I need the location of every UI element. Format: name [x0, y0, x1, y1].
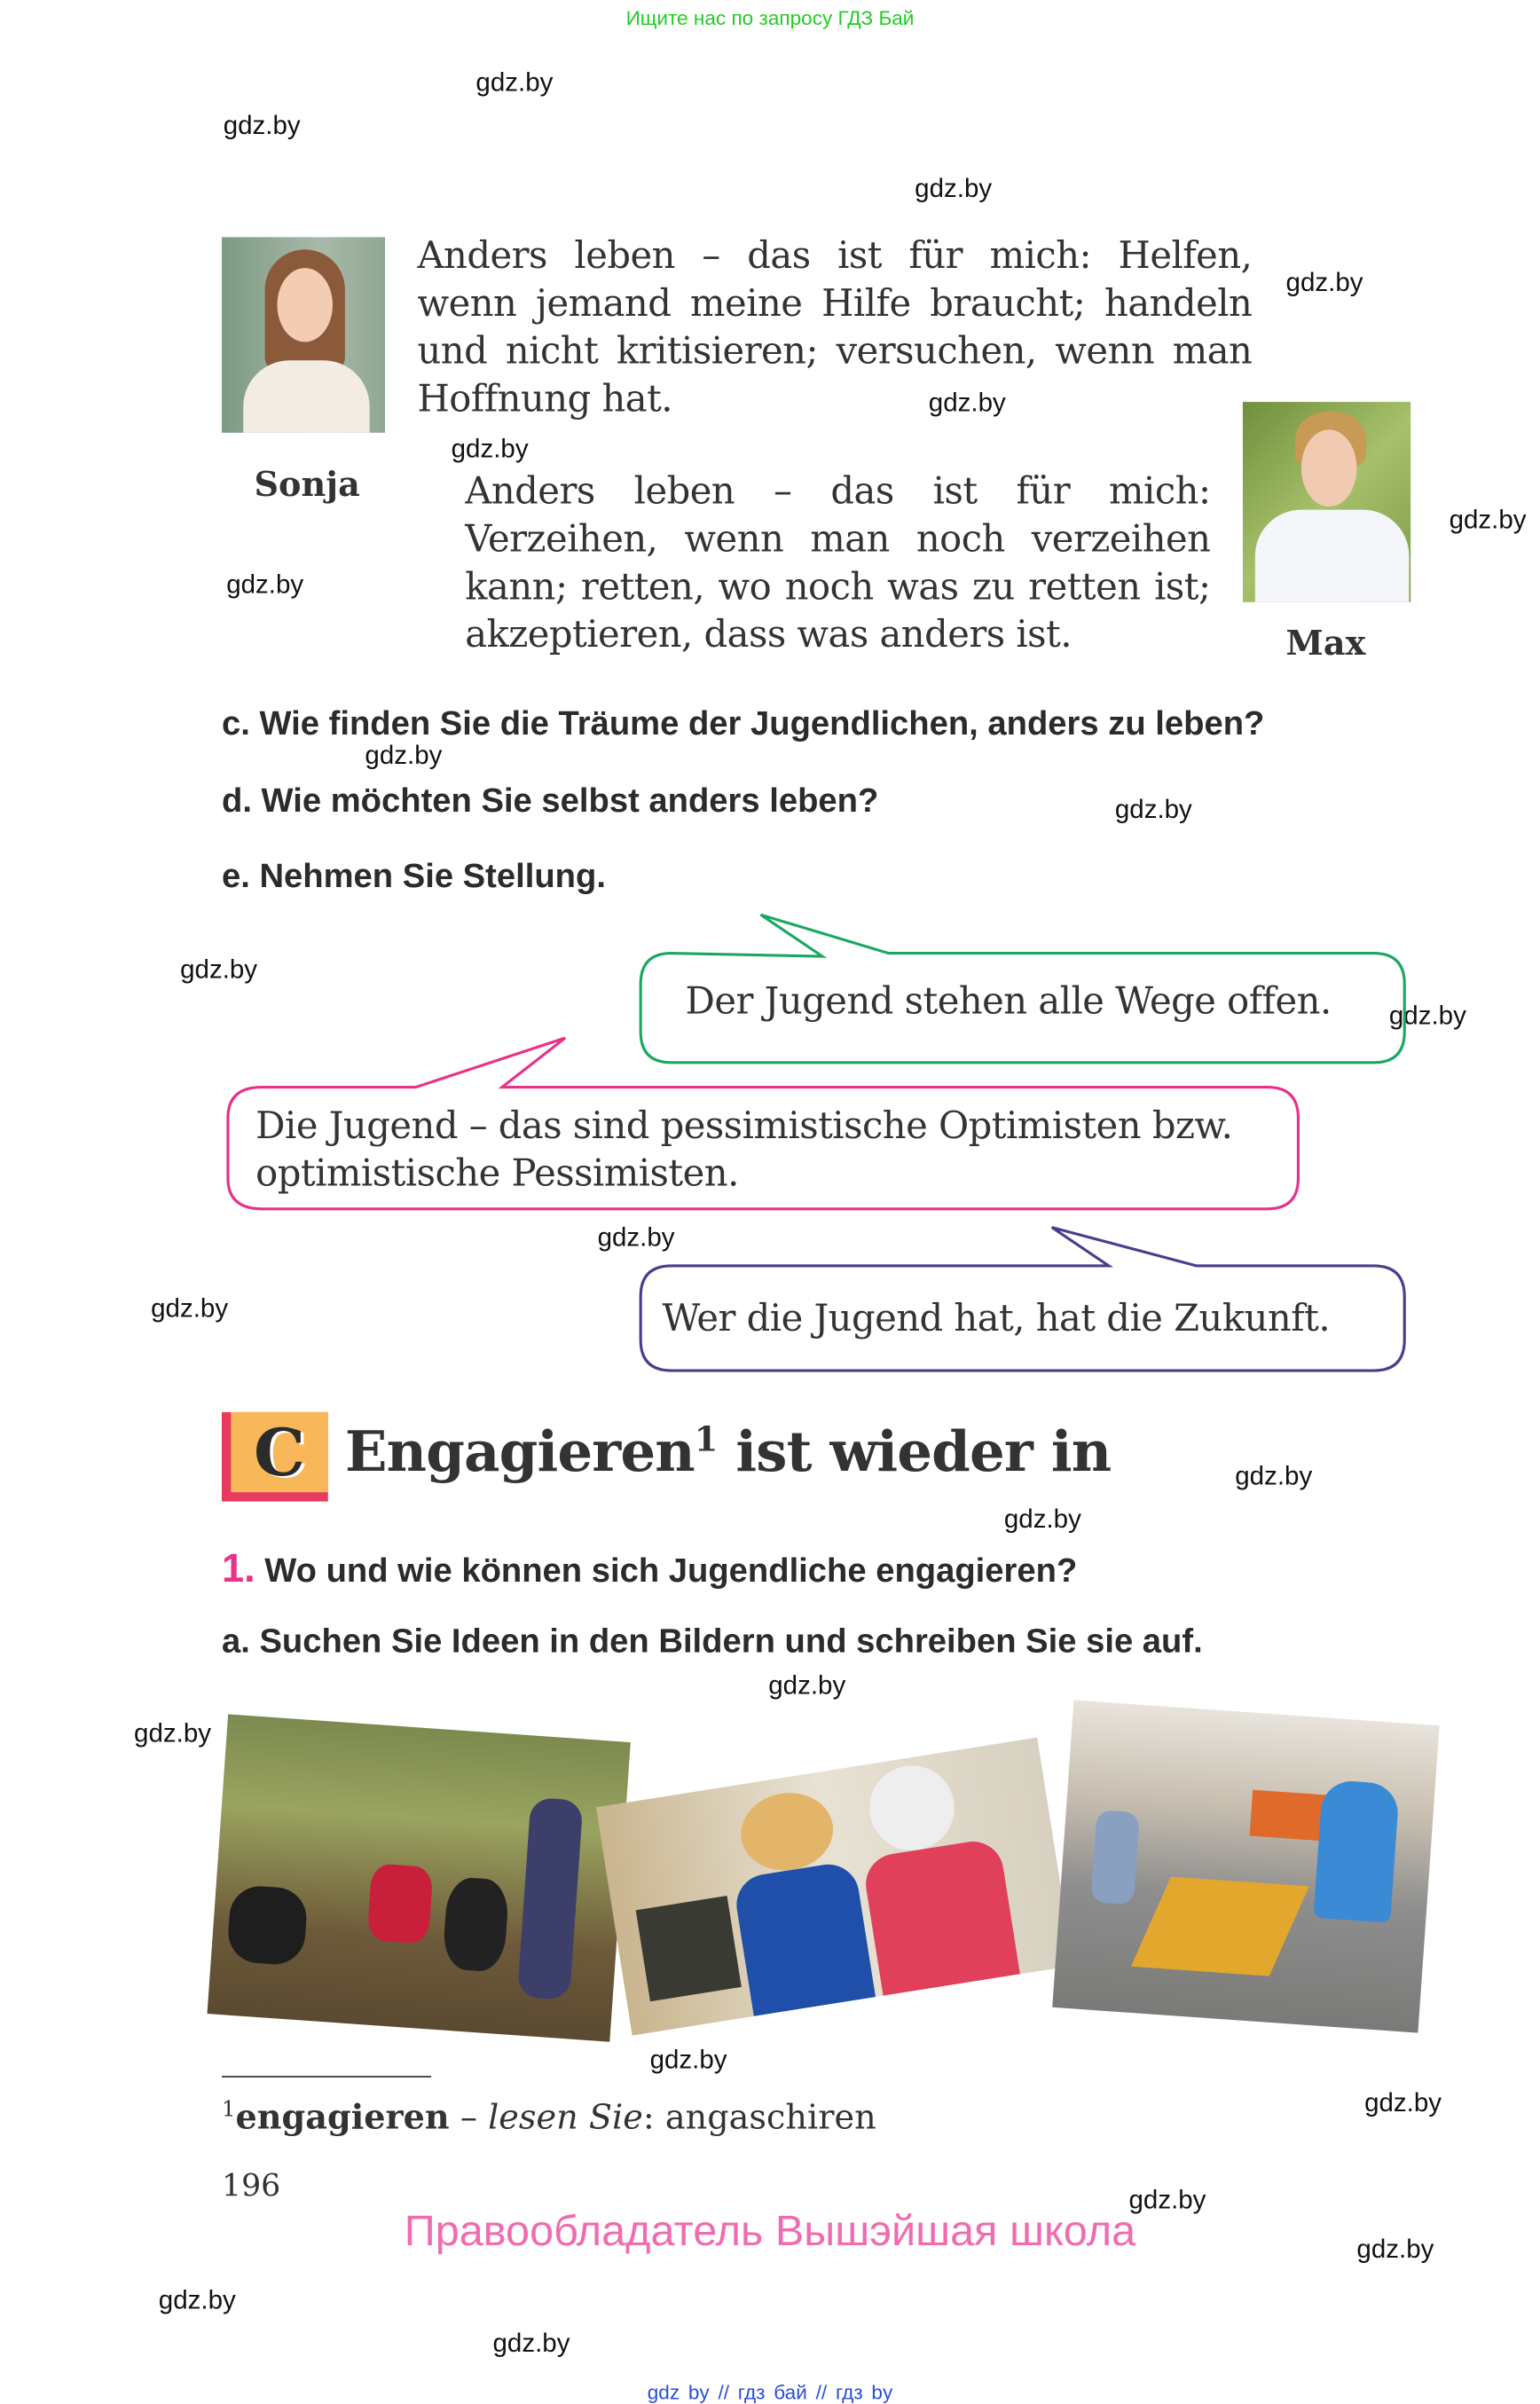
- bottom-links: [0, 2381, 1540, 2404]
- watermark: gdz.by: [649, 2045, 727, 2075]
- photo-cleanup-forest: [208, 1714, 631, 2041]
- task-1: [222, 1544, 1077, 1592]
- watermark: gdz.by: [223, 110, 301, 140]
- link-gdz-by-cyr[interactable]: гдз by: [835, 2380, 893, 2404]
- watermark: gdz.by: [928, 388, 1006, 418]
- watermark: gdz.by: [1003, 1504, 1081, 1535]
- section-title-rest: ist wieder in: [717, 1419, 1112, 1485]
- question-d: d. Wie möchten Sie selbst anders leben?: [221, 781, 879, 820]
- link-separator: //: [718, 2380, 730, 2404]
- task-number: 1.: [221, 1544, 255, 1591]
- watermark: gdz.by: [134, 1718, 211, 1748]
- watermark: gdz.by: [1388, 1001, 1466, 1031]
- watermark: gdz.by: [180, 955, 258, 985]
- bubble-purple-text: Wer die Jugend hat, hat die Zukunft.: [662, 1296, 1331, 1340]
- sonja-name: Sonja: [254, 465, 360, 506]
- max-name: Max: [1285, 624, 1366, 664]
- task-text: Wo und wie können sich Jugendliche engagieren?: [264, 1551, 1078, 1590]
- footnote-pronunciation: : angaschiren: [642, 2099, 876, 2139]
- watermark: gdz.by: [1356, 2234, 1434, 2264]
- bubble-green-text: Der Jugend stehen alle Wege offen.: [685, 979, 1332, 1023]
- section-badge: [222, 1412, 328, 1502]
- footnote-word: engagieren: [235, 2098, 450, 2139]
- section-letter: C: [254, 1415, 306, 1491]
- watermark: gdz.by: [597, 1222, 675, 1253]
- section-title-word: Engagieren: [344, 1419, 695, 1485]
- footnote-number: 1: [221, 2097, 236, 2123]
- top-banner[interactable]: Ищите нас по запросу ГДЗ Бай: [625, 5, 915, 29]
- footnote-divider: [222, 2076, 431, 2078]
- watermark: gdz.by: [1364, 2088, 1442, 2117]
- watermark: gdz.by: [915, 174, 993, 204]
- watermark: gdz.by: [492, 2328, 570, 2358]
- photo-kitchen-elderly: [596, 1738, 1073, 2036]
- footnote-dash: –: [449, 2099, 489, 2139]
- watermark: gdz.by: [158, 2285, 236, 2315]
- watermark: gdz.by: [1235, 1461, 1313, 1491]
- watermark: gdz.by: [1128, 2185, 1206, 2215]
- link-gdz-by[interactable]: gdz by: [647, 2380, 710, 2404]
- watermark: gdz.by: [365, 741, 443, 770]
- question-c: c. Wie finden Sie die Träume der Jugendlichen, anders zu leben?: [221, 703, 1265, 742]
- watermark: gdz.by: [451, 434, 529, 464]
- task-1a: a. Suchen Sie Ideen in den Bildern und schreiben Sie sie auf.: [221, 1622, 1203, 1661]
- bubble-pink-text-line1: Die Jugend – das sind pessimistische Optimisten bzw.: [255, 1104, 1233, 1148]
- watermark: gdz.by: [768, 1670, 846, 1701]
- bubble-pink-text-line2: optimistische Pessimisten.: [255, 1151, 739, 1196]
- question-e: e. Nehmen Sie Stellung.: [221, 856, 606, 895]
- watermark: gdz.by: [1285, 268, 1363, 298]
- footnote: [222, 2097, 876, 2138]
- watermark: gdz.by: [151, 1293, 229, 1324]
- sonja-quote: Anders leben – das ist für mich: Helfen, wenn jemand meine Hilfe braucht; handeln und nicht kritisieren; versuchen, wenn man Hoffnung hat.: [417, 233, 1253, 420]
- footnote-ref: 1: [694, 1419, 718, 1460]
- max-quote: Anders leben – das ist für mich: Verzeihen, wenn man noch verzeihen kann; retten, wo noch was zu retten ist; akzeptieren, dass was anders ist.: [465, 469, 1211, 656]
- photo-building-bench: [1052, 1700, 1439, 2032]
- copyright: Правообладатель Вышэйшая школа: [404, 2206, 1136, 2255]
- footnote-italic: lesen Sie: [488, 2099, 643, 2139]
- watermark: gdz.by: [1114, 794, 1192, 824]
- watermark: gdz.by: [1449, 505, 1527, 535]
- watermark: gdz.by: [475, 67, 554, 98]
- section-title: [345, 1420, 1111, 1485]
- link-separator: //: [815, 2380, 828, 2404]
- link-gdz-bai[interactable]: гдз бай: [737, 2380, 807, 2404]
- page-number: 196: [221, 2166, 281, 2204]
- watermark: gdz.by: [226, 570, 304, 600]
